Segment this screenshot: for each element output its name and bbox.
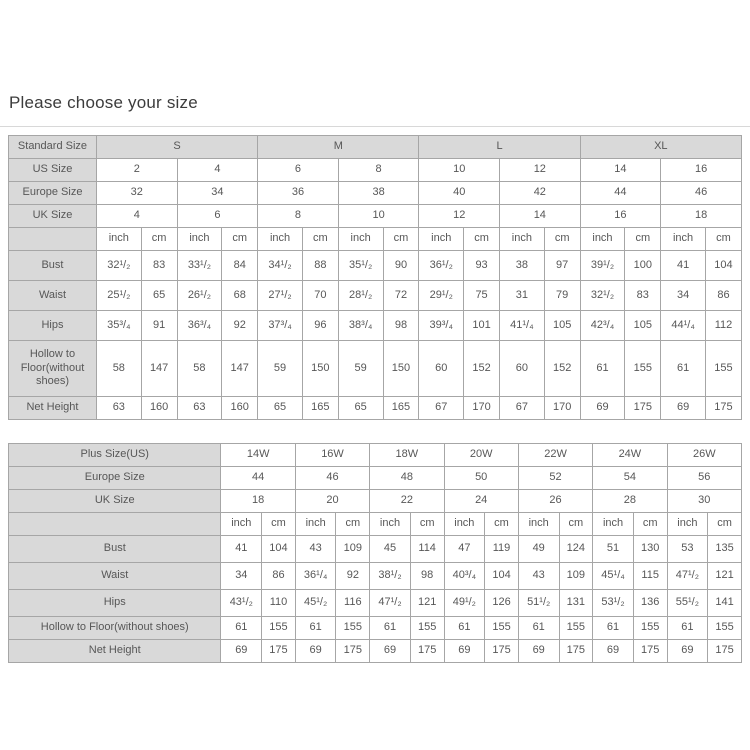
value-cell: 49 — [518, 536, 559, 563]
value-cell: 61 — [221, 617, 262, 640]
header-cell: XL — [580, 136, 741, 159]
header-cell: Bust — [9, 536, 221, 563]
value-cell: 119 — [485, 536, 519, 563]
value-cell: 47¹/₂ — [370, 590, 411, 617]
value-cell: 69 — [221, 640, 262, 663]
header-cell: Plus Size(US) — [9, 444, 221, 467]
value-cell: 46 — [295, 467, 369, 490]
value-cell: 49¹/₂ — [444, 590, 485, 617]
value-cell: 43¹/₂ — [221, 590, 262, 617]
value-cell: 54 — [593, 467, 667, 490]
table-row — [9, 590, 742, 617]
value-cell: 60 — [500, 341, 545, 397]
value-cell: 72 — [383, 281, 419, 311]
value-cell: 26W — [667, 444, 741, 467]
value-cell: 147 — [141, 341, 177, 397]
value-cell: 60 — [419, 341, 464, 397]
value-cell: 105 — [544, 311, 580, 341]
value-cell: 160 — [141, 397, 177, 420]
value-cell: 150 — [383, 341, 419, 397]
value-cell: 18W — [370, 444, 444, 467]
value-cell: 32 — [96, 182, 177, 205]
page-title: Please choose your size — [9, 93, 198, 112]
value-cell: cm — [625, 228, 661, 251]
header-cell: Net Height — [9, 397, 97, 420]
value-cell: inch — [667, 513, 708, 536]
value-cell: 26¹/₂ — [177, 281, 222, 311]
header-cell: Hollow to Floor(without shoes) — [9, 341, 97, 397]
table-row — [9, 640, 742, 663]
value-cell: 48 — [370, 467, 444, 490]
table-row — [9, 467, 742, 490]
value-cell: 39³/₄ — [419, 311, 464, 341]
value-cell: 67 — [419, 397, 464, 420]
value-cell: 59 — [338, 341, 383, 397]
table-row — [9, 513, 742, 536]
value-cell: cm — [705, 228, 741, 251]
value-cell: inch — [177, 228, 222, 251]
value-cell: cm — [633, 513, 667, 536]
value-cell: 165 — [383, 397, 419, 420]
plus-size-table — [8, 443, 742, 663]
value-cell: 40 — [419, 182, 500, 205]
header-cell: Hips — [9, 311, 97, 341]
value-cell: 26 — [518, 490, 592, 513]
value-cell: 90 — [383, 251, 419, 281]
value-cell: inch — [593, 513, 634, 536]
value-cell: 152 — [544, 341, 580, 397]
table-row — [9, 397, 742, 420]
value-cell: 59 — [258, 341, 303, 397]
value-cell: 155 — [410, 617, 444, 640]
value-cell: 42 — [500, 182, 581, 205]
table-row — [9, 490, 742, 513]
value-cell: 14 — [500, 205, 581, 228]
value-cell: 115 — [633, 563, 667, 590]
value-cell: 93 — [464, 251, 500, 281]
header-cell — [9, 513, 221, 536]
table-row — [9, 182, 742, 205]
value-cell: 69 — [295, 640, 336, 663]
table-row — [9, 159, 742, 182]
value-cell: 37³/₄ — [258, 311, 303, 341]
value-cell: 155 — [559, 617, 593, 640]
value-cell: 147 — [222, 341, 258, 397]
value-cell: 22 — [370, 490, 444, 513]
value-cell: 38³/₄ — [338, 311, 383, 341]
value-cell: 39¹/₂ — [580, 251, 625, 281]
value-cell: inch — [580, 228, 625, 251]
value-cell: 88 — [302, 251, 338, 281]
value-cell: 114 — [410, 536, 444, 563]
value-cell: 165 — [302, 397, 338, 420]
value-cell: 63 — [96, 397, 141, 420]
value-cell: 44¹/₄ — [661, 311, 706, 341]
value-cell: 29¹/₂ — [419, 281, 464, 311]
value-cell: 69 — [370, 640, 411, 663]
value-cell: 61 — [667, 617, 708, 640]
value-cell: 55¹/₂ — [667, 590, 708, 617]
value-cell: 175 — [262, 640, 296, 663]
value-cell: 100 — [625, 251, 661, 281]
value-cell: 34¹/₂ — [258, 251, 303, 281]
value-cell: 53 — [667, 536, 708, 563]
value-cell: cm — [383, 228, 419, 251]
value-cell: inch — [661, 228, 706, 251]
table-row — [9, 311, 742, 341]
value-cell: 86 — [705, 281, 741, 311]
value-cell: 101 — [464, 311, 500, 341]
value-cell: 28 — [593, 490, 667, 513]
value-cell: 6 — [177, 205, 258, 228]
standard-size-table — [8, 135, 742, 420]
value-cell: 45¹/₄ — [593, 563, 634, 590]
value-cell: inch — [419, 228, 464, 251]
value-cell: 109 — [559, 563, 593, 590]
value-cell: 36¹/₂ — [419, 251, 464, 281]
value-cell: 47 — [444, 536, 485, 563]
header-cell: US Size — [9, 159, 97, 182]
value-cell: 175 — [625, 397, 661, 420]
table-row — [9, 205, 742, 228]
value-cell: 105 — [625, 311, 661, 341]
value-cell: 18 — [661, 205, 742, 228]
value-cell: 131 — [559, 590, 593, 617]
value-cell: 61 — [661, 341, 706, 397]
value-cell: 69 — [667, 640, 708, 663]
value-cell: 136 — [633, 590, 667, 617]
value-cell: 124 — [559, 536, 593, 563]
value-cell: 36³/₄ — [177, 311, 222, 341]
value-cell: 61 — [370, 617, 411, 640]
value-cell: 4 — [96, 205, 177, 228]
value-cell: 45 — [370, 536, 411, 563]
value-cell: 175 — [708, 640, 742, 663]
value-cell: 104 — [262, 536, 296, 563]
value-cell: 98 — [383, 311, 419, 341]
value-cell: inch — [518, 513, 559, 536]
value-cell: 160 — [222, 397, 258, 420]
value-cell: 75 — [464, 281, 500, 311]
value-cell: 121 — [708, 563, 742, 590]
value-cell: 16 — [580, 205, 661, 228]
value-cell: 175 — [336, 640, 370, 663]
value-cell: 61 — [518, 617, 559, 640]
value-cell: 65 — [141, 281, 177, 311]
table-row — [9, 251, 742, 281]
value-cell: 175 — [705, 397, 741, 420]
value-cell: 44 — [221, 467, 295, 490]
value-cell: 96 — [302, 311, 338, 341]
value-cell: cm — [141, 228, 177, 251]
value-cell: 70 — [302, 281, 338, 311]
value-cell: 104 — [705, 251, 741, 281]
value-cell: 32¹/₂ — [96, 251, 141, 281]
value-cell: 69 — [661, 397, 706, 420]
value-cell: 43 — [295, 536, 336, 563]
value-cell: 92 — [222, 311, 258, 341]
value-cell: 155 — [262, 617, 296, 640]
value-cell: 22W — [518, 444, 592, 467]
value-cell: inch — [444, 513, 485, 536]
value-cell: 18 — [221, 490, 295, 513]
value-cell: cm — [708, 513, 742, 536]
value-cell: 53¹/₂ — [593, 590, 634, 617]
value-cell: 152 — [464, 341, 500, 397]
value-cell: 86 — [262, 563, 296, 590]
value-cell: 121 — [410, 590, 444, 617]
value-cell: 67 — [500, 397, 545, 420]
value-cell: 155 — [336, 617, 370, 640]
value-cell: 42³/₄ — [580, 311, 625, 341]
value-cell: 175 — [633, 640, 667, 663]
value-cell: 20W — [444, 444, 518, 467]
value-cell: 69 — [444, 640, 485, 663]
header-cell: Hips — [9, 590, 221, 617]
value-cell: cm — [262, 513, 296, 536]
table-row — [9, 444, 742, 467]
value-cell: 112 — [705, 311, 741, 341]
value-cell: 84 — [222, 251, 258, 281]
value-cell: 97 — [544, 251, 580, 281]
value-cell: 61 — [444, 617, 485, 640]
value-cell: 51¹/₂ — [518, 590, 559, 617]
value-cell: cm — [302, 228, 338, 251]
value-cell: 61 — [580, 341, 625, 397]
value-cell: 10 — [338, 205, 419, 228]
table-row — [9, 536, 742, 563]
value-cell: 91 — [141, 311, 177, 341]
value-cell: 34 — [177, 182, 258, 205]
value-cell: 16W — [295, 444, 369, 467]
value-cell: cm — [464, 228, 500, 251]
value-cell: 50 — [444, 467, 518, 490]
value-cell: 155 — [485, 617, 519, 640]
value-cell: 69 — [580, 397, 625, 420]
value-cell: inch — [295, 513, 336, 536]
value-cell: 2 — [96, 159, 177, 182]
header-cell: UK Size — [9, 205, 97, 228]
value-cell: 68 — [222, 281, 258, 311]
value-cell: 38 — [338, 182, 419, 205]
value-cell: 35¹/₂ — [338, 251, 383, 281]
value-cell: 38¹/₂ — [370, 563, 411, 590]
value-cell: 83 — [625, 281, 661, 311]
value-cell: 14 — [580, 159, 661, 182]
value-cell: 45¹/₂ — [295, 590, 336, 617]
header-cell: Hollow to Floor(without shoes) — [9, 617, 221, 640]
value-cell: 34 — [661, 281, 706, 311]
value-cell: 155 — [708, 617, 742, 640]
table-row — [9, 563, 742, 590]
value-cell: 30 — [667, 490, 741, 513]
header-cell: L — [419, 136, 580, 159]
value-cell: 141 — [708, 590, 742, 617]
value-cell: 175 — [559, 640, 593, 663]
value-cell: 110 — [262, 590, 296, 617]
value-cell: 35³/₄ — [96, 311, 141, 341]
value-cell: inch — [258, 228, 303, 251]
value-cell: 8 — [258, 205, 339, 228]
value-cell: 34 — [221, 563, 262, 590]
value-cell: cm — [410, 513, 444, 536]
value-cell: 63 — [177, 397, 222, 420]
header-cell: Waist — [9, 563, 221, 590]
value-cell: 43 — [518, 563, 559, 590]
value-cell: 10 — [419, 159, 500, 182]
value-cell: 98 — [410, 563, 444, 590]
value-cell: 32¹/₂ — [580, 281, 625, 311]
value-cell: 36 — [258, 182, 339, 205]
value-cell: 61 — [295, 617, 336, 640]
value-cell: cm — [222, 228, 258, 251]
table-row — [9, 281, 742, 311]
value-cell: 8 — [338, 159, 419, 182]
value-cell: 65 — [258, 397, 303, 420]
value-cell: 41 — [221, 536, 262, 563]
value-cell: inch — [221, 513, 262, 536]
value-cell: cm — [544, 228, 580, 251]
value-cell: 58 — [177, 341, 222, 397]
value-cell: cm — [336, 513, 370, 536]
header-cell: S — [96, 136, 257, 159]
value-cell: 170 — [544, 397, 580, 420]
value-cell: 65 — [338, 397, 383, 420]
table-row — [9, 136, 742, 159]
value-cell: 126 — [485, 590, 519, 617]
table-row — [9, 228, 742, 251]
value-cell: 116 — [336, 590, 370, 617]
value-cell: 155 — [633, 617, 667, 640]
value-cell: 38 — [500, 251, 545, 281]
value-cell: 20 — [295, 490, 369, 513]
value-cell: 44 — [580, 182, 661, 205]
value-cell: 16 — [661, 159, 742, 182]
value-cell: 61 — [593, 617, 634, 640]
header-cell: Waist — [9, 281, 97, 311]
value-cell: 51 — [593, 536, 634, 563]
value-cell: 46 — [661, 182, 742, 205]
value-cell: 6 — [258, 159, 339, 182]
value-cell: inch — [500, 228, 545, 251]
value-cell: 36¹/₄ — [295, 563, 336, 590]
value-cell: 28¹/₂ — [338, 281, 383, 311]
value-cell: 175 — [485, 640, 519, 663]
header-cell: Europe Size — [9, 467, 221, 490]
header-cell — [9, 228, 97, 251]
value-cell: 170 — [464, 397, 500, 420]
value-cell: 12 — [500, 159, 581, 182]
section-divider — [0, 126, 750, 127]
value-cell: 69 — [518, 640, 559, 663]
table-row — [9, 341, 742, 397]
header-cell: Standard Size — [9, 136, 97, 159]
value-cell: 41¹/₄ — [500, 311, 545, 341]
value-cell: inch — [370, 513, 411, 536]
value-cell: 155 — [705, 341, 741, 397]
value-cell: 130 — [633, 536, 667, 563]
value-cell: 104 — [485, 563, 519, 590]
value-cell: 4 — [177, 159, 258, 182]
value-cell: 109 — [336, 536, 370, 563]
value-cell: 27¹/₂ — [258, 281, 303, 311]
value-cell: 135 — [708, 536, 742, 563]
header-cell: M — [258, 136, 419, 159]
value-cell: 24W — [593, 444, 667, 467]
value-cell: 12 — [419, 205, 500, 228]
value-cell: 40³/₄ — [444, 563, 485, 590]
value-cell: 150 — [302, 341, 338, 397]
value-cell: 69 — [593, 640, 634, 663]
table-row — [9, 617, 742, 640]
value-cell: 58 — [96, 341, 141, 397]
value-cell: 155 — [625, 341, 661, 397]
value-cell: 79 — [544, 281, 580, 311]
value-cell: 24 — [444, 490, 518, 513]
value-cell: inch — [338, 228, 383, 251]
value-cell: 41 — [661, 251, 706, 281]
value-cell: 25¹/₂ — [96, 281, 141, 311]
header-cell: Europe Size — [9, 182, 97, 205]
value-cell: 56 — [667, 467, 741, 490]
header-cell: Net Height — [9, 640, 221, 663]
value-cell: 92 — [336, 563, 370, 590]
value-cell: cm — [559, 513, 593, 536]
value-cell: 47¹/₂ — [667, 563, 708, 590]
value-cell: 175 — [410, 640, 444, 663]
value-cell: cm — [485, 513, 519, 536]
value-cell: 14W — [221, 444, 295, 467]
value-cell: 52 — [518, 467, 592, 490]
value-cell: 33¹/₂ — [177, 251, 222, 281]
value-cell: inch — [96, 228, 141, 251]
value-cell: 83 — [141, 251, 177, 281]
header-cell: UK Size — [9, 490, 221, 513]
value-cell: 31 — [500, 281, 545, 311]
header-cell: Bust — [9, 251, 97, 281]
